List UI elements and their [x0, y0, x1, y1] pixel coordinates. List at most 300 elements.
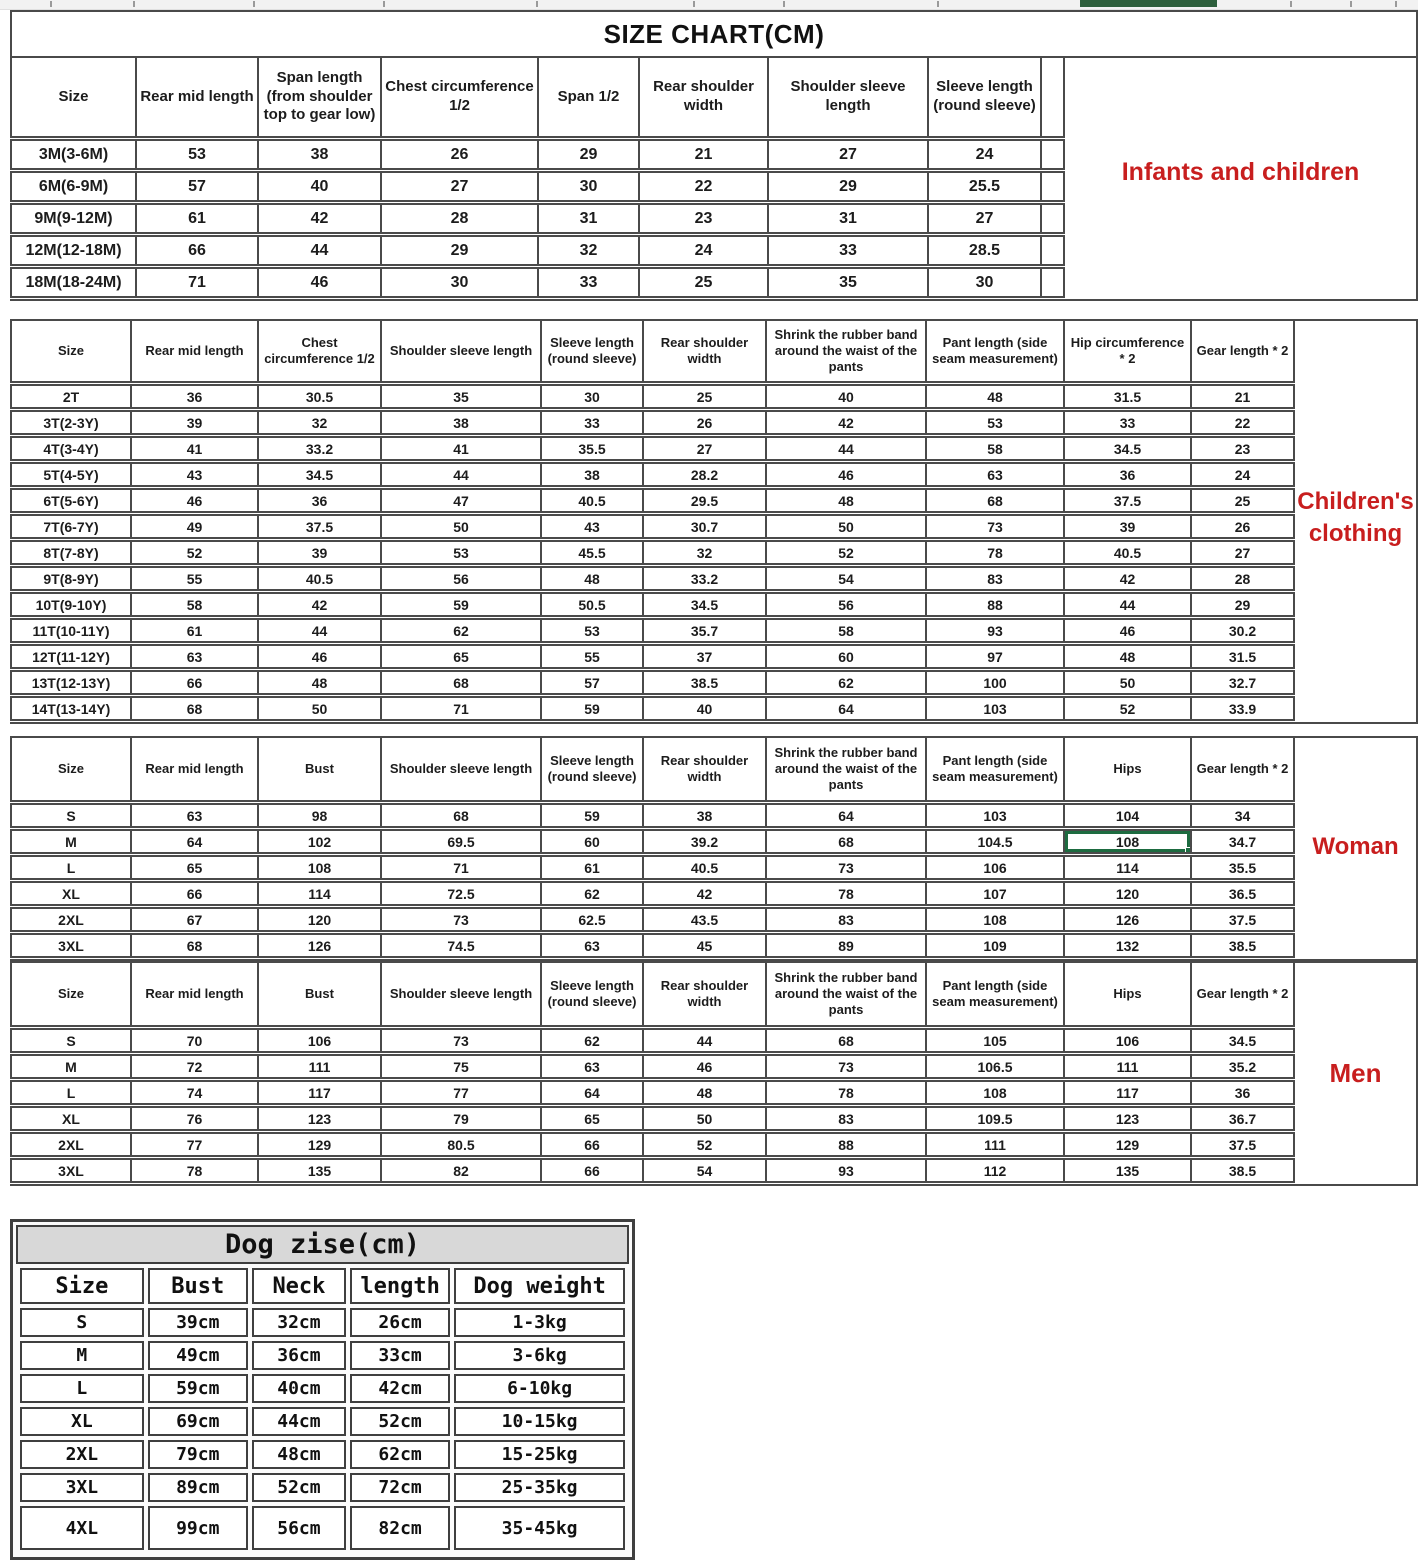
column-header: Shrink the rubber band around the waist of the pants	[766, 737, 926, 803]
cell: 37.5	[1191, 907, 1294, 933]
cell: 73	[381, 1028, 541, 1054]
cell: 126	[1064, 907, 1191, 933]
row-size-label: 18M(18-24M)	[11, 267, 136, 299]
cell: 26cm	[350, 1308, 450, 1337]
cell: 33	[541, 410, 643, 436]
cell: 108	[926, 907, 1064, 933]
row-size-label: L	[20, 1374, 144, 1403]
cell: 59	[381, 592, 541, 618]
cell: 72cm	[350, 1473, 450, 1502]
woman-label: Woman	[1312, 833, 1399, 860]
children-size-table	[10, 319, 1295, 724]
table-row	[11, 855, 1294, 881]
cell: 72	[131, 1054, 258, 1080]
cell: 47	[381, 488, 541, 514]
cell: 40.5	[643, 855, 766, 881]
cell: 21	[639, 139, 768, 171]
cell: 40	[643, 696, 766, 722]
cell: 62	[541, 881, 643, 907]
table-row	[11, 267, 1064, 299]
cell: 67	[131, 907, 258, 933]
cell: 59cm	[148, 1374, 248, 1403]
cell: 53	[381, 540, 541, 566]
cell: 28	[1191, 566, 1294, 592]
column-header: Size	[11, 320, 131, 384]
cell: 68	[381, 670, 541, 696]
cell: 106.5	[926, 1054, 1064, 1080]
row-size-label: L	[11, 1080, 131, 1106]
row-size-label: 3T(2-3Y)	[11, 410, 131, 436]
table-row	[11, 1158, 1294, 1184]
cell: 111	[258, 1054, 381, 1080]
table-row	[11, 1080, 1294, 1106]
cell: 39.2	[643, 829, 766, 855]
cell: 56	[381, 566, 541, 592]
row-size-label: 2XL	[20, 1440, 144, 1469]
row-size-label: S	[11, 1028, 131, 1054]
selected-column-indicator	[1080, 0, 1217, 7]
cell: 42cm	[350, 1374, 450, 1403]
cell: 63	[131, 803, 258, 829]
table-row	[11, 644, 1294, 670]
cell: 43.5	[643, 907, 766, 933]
cell: 37.5	[1191, 1132, 1294, 1158]
cell	[1041, 203, 1064, 235]
cell: 63	[131, 644, 258, 670]
cell	[1041, 235, 1064, 267]
table-row	[11, 592, 1294, 618]
cell: 82	[381, 1158, 541, 1184]
table-row	[20, 1440, 625, 1469]
cell: 40	[258, 171, 381, 203]
cell: 24	[1191, 462, 1294, 488]
cell: 31	[768, 203, 928, 235]
cell: 73	[926, 514, 1064, 540]
cell: 78	[926, 540, 1064, 566]
cell: 77	[131, 1132, 258, 1158]
cell: 39	[131, 410, 258, 436]
cell: 63	[541, 1054, 643, 1080]
cell: 28.5	[928, 235, 1041, 267]
table-row	[20, 1374, 625, 1403]
cell: 108	[926, 1080, 1064, 1106]
cell: 73	[766, 855, 926, 881]
cell: 34.5	[258, 462, 381, 488]
table-row	[20, 1506, 625, 1550]
column-header: Chest circumference 1/2	[381, 57, 538, 139]
column-header: Gear length * 2	[1191, 962, 1294, 1028]
cell: 52	[131, 540, 258, 566]
column-header: Hip circumference * 2	[1064, 320, 1191, 384]
cell: 24	[928, 139, 1041, 171]
row-size-label: 2T	[11, 384, 131, 410]
column-header: Bust	[258, 962, 381, 1028]
cell: 33cm	[350, 1341, 450, 1370]
cell: 50	[643, 1106, 766, 1132]
table-row	[11, 203, 1064, 235]
row-size-label: 11T(10-11Y)	[11, 618, 131, 644]
table-row	[11, 1106, 1294, 1132]
row-size-label: L	[11, 855, 131, 881]
size-chart-image	[10, 10, 1418, 1560]
dog-size-table	[16, 1264, 629, 1554]
cell: 38.5	[643, 670, 766, 696]
cell: 102	[258, 829, 381, 855]
cell: 46	[258, 644, 381, 670]
cell: 30.7	[643, 514, 766, 540]
cell: 22	[1191, 410, 1294, 436]
table-row	[11, 618, 1294, 644]
cell: 30.5	[258, 384, 381, 410]
row-size-label: M	[11, 1054, 131, 1080]
cell: 30	[928, 267, 1041, 299]
column-header: Shoulder sleeve length	[381, 962, 541, 1028]
cell: 104	[1064, 803, 1191, 829]
row-size-label: 3XL	[11, 933, 131, 959]
cell: 109	[926, 933, 1064, 959]
cell: 106	[258, 1028, 381, 1054]
cell: 64	[766, 803, 926, 829]
cell: 29.5	[643, 488, 766, 514]
cell: 55	[541, 644, 643, 670]
cell: 53	[926, 410, 1064, 436]
cell: 3-6kg	[454, 1341, 625, 1370]
woman-section	[10, 736, 1418, 961]
cell: 34.5	[1064, 436, 1191, 462]
cell: 83	[926, 566, 1064, 592]
men-label-box	[1295, 961, 1418, 1186]
cell: 36	[1191, 1080, 1294, 1106]
table-row	[11, 410, 1294, 436]
table-row	[20, 1473, 625, 1502]
cell: 40.5	[1064, 540, 1191, 566]
cell: 32.7	[1191, 670, 1294, 696]
row-size-label: 6M(6-9M)	[11, 171, 136, 203]
cell: 135	[1064, 1158, 1191, 1184]
cell: 63	[926, 462, 1064, 488]
cell: 46	[131, 488, 258, 514]
cell: 37.5	[258, 514, 381, 540]
column-header: Rear mid length	[131, 962, 258, 1028]
cell: 50	[258, 696, 381, 722]
column-header: Shrink the rubber band around the waist of the pants	[766, 962, 926, 1028]
cell: 31.5	[1191, 644, 1294, 670]
column-header: Gear length * 2	[1191, 737, 1294, 803]
cell: 123	[1064, 1106, 1191, 1132]
cell: 42	[766, 410, 926, 436]
cell: 97	[926, 644, 1064, 670]
cell: 39	[258, 540, 381, 566]
cell: 41	[381, 436, 541, 462]
cell: 59	[541, 803, 643, 829]
cell: 105	[926, 1028, 1064, 1054]
table-row	[11, 696, 1294, 722]
cell: 50	[1064, 670, 1191, 696]
spreadsheet-column-ticks	[0, 0, 1418, 10]
column-header: Sleeve length (round sleeve)	[541, 962, 643, 1028]
cell: 112	[926, 1158, 1064, 1184]
cell: 89cm	[148, 1473, 248, 1502]
cell: 111	[926, 1132, 1064, 1158]
cell: 129	[258, 1132, 381, 1158]
cell: 31	[538, 203, 639, 235]
column-header: Shoulder sleeve length	[381, 320, 541, 384]
cell: 29	[768, 171, 928, 203]
cell: 48	[258, 670, 381, 696]
cell	[1041, 139, 1064, 171]
column-header: Sleeve length (round sleeve)	[541, 320, 643, 384]
row-size-label: 2XL	[11, 1132, 131, 1158]
cell: 56cm	[252, 1506, 346, 1550]
column-header: Pant length (side seam measurement)	[926, 737, 1064, 803]
cell: 129	[1064, 1132, 1191, 1158]
column-header: Size	[11, 57, 136, 139]
cell: 62	[381, 618, 541, 644]
cell: 57	[136, 171, 258, 203]
cell: 61	[131, 618, 258, 644]
column-header: Span 1/2	[538, 57, 639, 139]
cell: 45	[643, 933, 766, 959]
cell: 66	[541, 1158, 643, 1184]
cell: 61	[541, 855, 643, 881]
cell: 54	[766, 566, 926, 592]
cell: 65	[541, 1106, 643, 1132]
column-header: Rear shoulder width	[639, 57, 768, 139]
column-header: Neck	[252, 1268, 346, 1304]
cell: 24	[639, 235, 768, 267]
cell: 55	[131, 566, 258, 592]
cell: 66	[131, 881, 258, 907]
table-row	[11, 933, 1294, 959]
column-header: Bust	[148, 1268, 248, 1304]
cell: 40.5	[258, 566, 381, 592]
cell: 36	[1064, 462, 1191, 488]
cell: 33	[538, 267, 639, 299]
cell: 38.5	[1191, 1158, 1294, 1184]
cell: 27	[1191, 540, 1294, 566]
cell: 53	[136, 139, 258, 171]
woman-label-box	[1295, 736, 1418, 961]
cell: 49	[131, 514, 258, 540]
cell: 36cm	[252, 1341, 346, 1370]
cell: 44	[381, 462, 541, 488]
column-header: Shoulder sleeve length	[381, 737, 541, 803]
cell: 32	[643, 540, 766, 566]
cell: 58	[131, 592, 258, 618]
cell: 27	[928, 203, 1041, 235]
cell: 71	[136, 267, 258, 299]
cell: 82cm	[350, 1506, 450, 1550]
row-size-label: S	[11, 803, 131, 829]
men-section	[10, 961, 1418, 1186]
cell: 88	[926, 592, 1064, 618]
cell: 30	[541, 384, 643, 410]
cell: 77	[381, 1080, 541, 1106]
cell: 68	[766, 829, 926, 855]
cell: 48	[1064, 644, 1191, 670]
table-row	[11, 171, 1064, 203]
cell: 28.2	[643, 462, 766, 488]
cell: 38.5	[1191, 933, 1294, 959]
cell: 80.5	[381, 1132, 541, 1158]
cell: 45.5	[541, 540, 643, 566]
table-row	[11, 907, 1294, 933]
cell: 37	[643, 644, 766, 670]
cell: 36	[258, 488, 381, 514]
row-size-label: 7T(6-7Y)	[11, 514, 131, 540]
cell: 120	[258, 907, 381, 933]
row-size-label: 13T(12-13Y)	[11, 670, 131, 696]
cell: 62.5	[541, 907, 643, 933]
table-row	[11, 1054, 1294, 1080]
cell: 42	[258, 203, 381, 235]
cell: 93	[926, 618, 1064, 644]
cell: 78	[766, 881, 926, 907]
cell: 123	[258, 1106, 381, 1132]
cell: 43	[131, 462, 258, 488]
cell: 104.5	[926, 829, 1064, 855]
cell: 46	[258, 267, 381, 299]
cell: 35.7	[643, 618, 766, 644]
cell: 32	[538, 235, 639, 267]
cell: 106	[1064, 1028, 1191, 1054]
table-row	[20, 1341, 625, 1370]
cell: 34.7	[1191, 829, 1294, 855]
cell: 35	[381, 384, 541, 410]
infants-size-table	[10, 56, 1065, 301]
cell: 50	[381, 514, 541, 540]
column-header: Sleeve length (round sleeve)	[541, 737, 643, 803]
cell: 66	[136, 235, 258, 267]
column-header: Hips	[1064, 962, 1191, 1028]
cell: 83	[766, 907, 926, 933]
cell: 28	[381, 203, 538, 235]
cell: 83	[766, 1106, 926, 1132]
row-size-label: 6T(5-6Y)	[11, 488, 131, 514]
infants-label-box	[1065, 56, 1418, 301]
table-row	[11, 803, 1294, 829]
cell: 63	[541, 933, 643, 959]
cell: 26	[1191, 514, 1294, 540]
row-size-label: S	[20, 1308, 144, 1337]
row-size-label: 3XL	[20, 1473, 144, 1502]
cell: 23	[1191, 436, 1294, 462]
cell: 78	[766, 1080, 926, 1106]
column-header: Size	[11, 962, 131, 1028]
cell: 99cm	[148, 1506, 248, 1550]
table-row	[11, 540, 1294, 566]
cell: 117	[258, 1080, 381, 1106]
cell	[1041, 171, 1064, 203]
infants-label: Infants and children	[1121, 158, 1360, 186]
cell: 88	[766, 1132, 926, 1158]
column-header: Hips	[1064, 737, 1191, 803]
cell: 79	[381, 1106, 541, 1132]
cell: 33	[768, 235, 928, 267]
cell: 25	[639, 267, 768, 299]
cell: 38	[541, 462, 643, 488]
cell: 126	[258, 933, 381, 959]
cell: 58	[766, 618, 926, 644]
cell: 36.7	[1191, 1106, 1294, 1132]
row-size-label: M	[20, 1341, 144, 1370]
cell: 53	[541, 618, 643, 644]
cell: 111	[1064, 1054, 1191, 1080]
cell: 71	[381, 855, 541, 881]
cell: 46	[643, 1054, 766, 1080]
cell: 93	[766, 1158, 926, 1184]
cell: 35.5	[541, 436, 643, 462]
cell: 120	[1064, 881, 1191, 907]
cell: 114	[1064, 855, 1191, 881]
cell: 27	[381, 171, 538, 203]
cell: 65	[381, 644, 541, 670]
cell: 135	[258, 1158, 381, 1184]
row-size-label: 4XL	[20, 1506, 144, 1550]
cell: 70	[131, 1028, 258, 1054]
cell: 65	[131, 855, 258, 881]
cell: 27	[768, 139, 928, 171]
column-header: Rear mid length	[136, 57, 258, 139]
column-header: Pant length (side seam measurement)	[926, 320, 1064, 384]
cell: 109.5	[926, 1106, 1064, 1132]
table-row	[11, 1028, 1294, 1054]
cell: 72.5	[381, 881, 541, 907]
column-header: Shrink the rubber band around the waist of the pants	[766, 320, 926, 384]
cell: 36	[131, 384, 258, 410]
cell: 15-25kg	[454, 1440, 625, 1469]
cell: 52	[1064, 696, 1191, 722]
cell: 44	[1064, 592, 1191, 618]
row-size-label: 12M(12-18M)	[11, 235, 136, 267]
row-size-label: XL	[11, 1106, 131, 1132]
woman-size-table	[10, 736, 1295, 961]
cell: 35-45kg	[454, 1506, 625, 1550]
cell: 23	[639, 203, 768, 235]
cell: 40.5	[541, 488, 643, 514]
row-size-label: 10T(9-10Y)	[11, 592, 131, 618]
table-row	[11, 1132, 1294, 1158]
cell: 40cm	[252, 1374, 346, 1403]
cell: 25-35kg	[454, 1473, 625, 1502]
row-size-label: XL	[11, 881, 131, 907]
cell: 42	[1064, 566, 1191, 592]
cell: 44cm	[252, 1407, 346, 1436]
cell: 29	[538, 139, 639, 171]
column-header: Size	[20, 1268, 144, 1304]
cell: 1-3kg	[454, 1308, 625, 1337]
cell: 34	[1191, 803, 1294, 829]
table-row	[20, 1308, 625, 1337]
dog-table-title: Dog zise(cm)	[16, 1225, 629, 1264]
men-label: Men	[1329, 1058, 1382, 1088]
cell: 36.5	[1191, 881, 1294, 907]
row-size-label: 14T(13-14Y)	[11, 696, 131, 722]
cell: 33.2	[643, 566, 766, 592]
cell	[1041, 267, 1064, 299]
cell: 64	[541, 1080, 643, 1106]
cell: 69cm	[148, 1407, 248, 1436]
cell: 29	[1191, 592, 1294, 618]
cell: 25	[643, 384, 766, 410]
table-row	[11, 488, 1294, 514]
cell: 117	[1064, 1080, 1191, 1106]
cell: 50.5	[541, 592, 643, 618]
cell: 106	[926, 855, 1064, 881]
cell: 52cm	[350, 1407, 450, 1436]
cell: 30	[538, 171, 639, 203]
table-row	[11, 566, 1294, 592]
